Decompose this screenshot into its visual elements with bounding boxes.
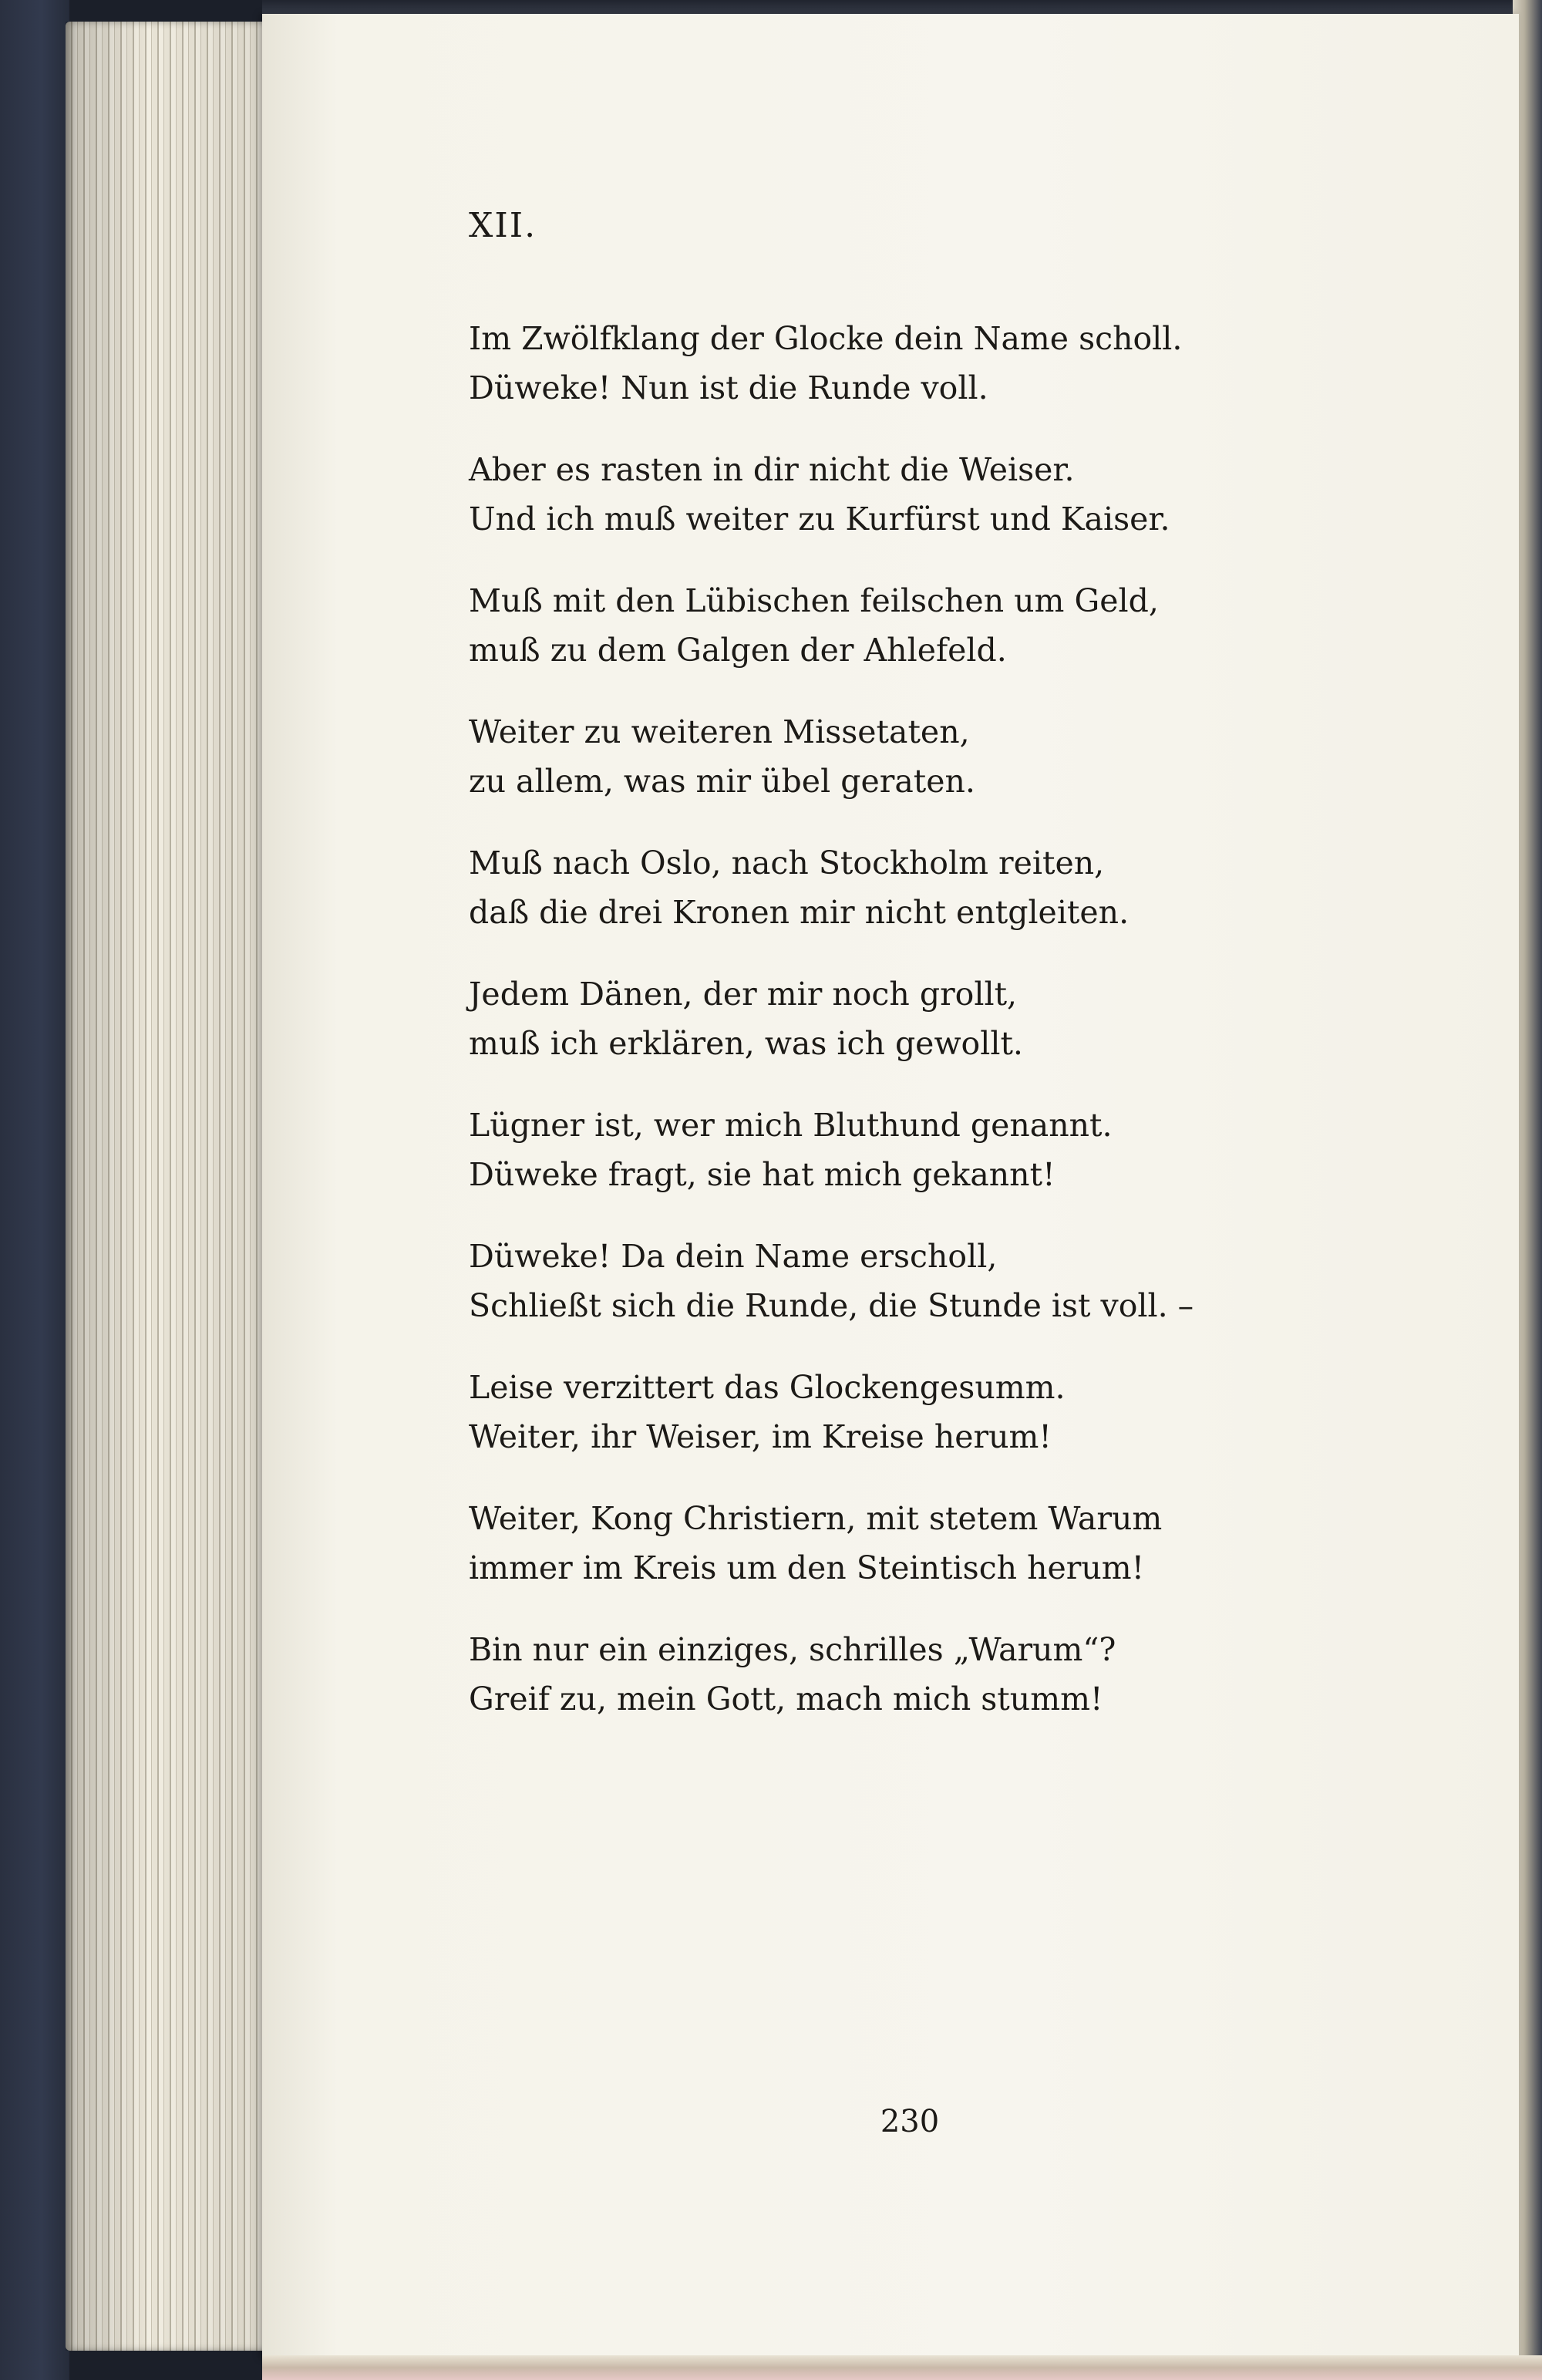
verse-line: Muß nach Oslo, nach Stockholm reiten, [469,844,1105,882]
verse-line: muß ich erklären, was ich gewollt. [469,1025,1023,1062]
verse-line: Lügner ist, wer mich Bluthund genannt. [469,1107,1113,1144]
verse-line: Düweke! Da dein Name erscholl, [469,1238,998,1275]
stanza [469,1625,1433,1724]
page-edges [66,22,274,2351]
book-cover [0,0,69,2380]
verse-line: zu allem, was mir übel geraten. [469,763,975,800]
verse-line: Im Zwölfklang der Glocke dein Name scholl. [469,320,1183,357]
stanza [469,1101,1433,1199]
verse-line: Weiter zu weiteren Missetaten, [469,713,970,750]
stanza [469,1232,1433,1330]
verse-line: Leise verzittert das Glockengesumm. [469,1369,1066,1406]
poem-heading: XII. [469,206,537,245]
stanza [469,445,1433,544]
stanza [469,1363,1433,1461]
verse-line: Greif zu, mein Gott, mach mich stumm! [469,1680,1103,1718]
poem [469,204,1433,1756]
verse-line: Muß mit den Lübischen feilschen um Geld, [469,582,1159,619]
verse-line: Düweke! Nun ist die Runde voll. [469,369,988,406]
verse-line: Schließt sich die Runde, die Stunde ist voll. – [469,1287,1194,1324]
stanza [469,576,1433,675]
stanza [469,969,1433,1068]
verse-line: Jedem Dänen, der mir noch grollt, [469,976,1018,1013]
stanza [469,707,1433,806]
page-number: 230 [880,2104,940,2139]
verse-line: Bin nur ein einziges, schrilles „Warum“? [469,1631,1116,1668]
verse-line: immer im Kreis um den Steintisch herum! [469,1549,1145,1586]
verse-line: Aber es rasten in dir nicht die Weiser. [469,451,1075,488]
verse-line: Und ich muß weiter zu Kurfürst und Kaiser. [469,501,1170,538]
stanza [469,838,1433,937]
stanza [469,1494,1433,1593]
verse-line: Weiter, ihr Weiser, im Kreise herum! [469,1418,1052,1455]
book-bottom-edge [262,2355,1542,2380]
verse-line: daß die drei Kronen mir nicht entgleiten. [469,894,1130,931]
verse-line: Weiter, Kong Christiern, mit stetem Warum [469,1500,1163,1537]
verse-line: muß zu dem Galgen der Ahlefeld. [469,632,1007,669]
stanza [469,314,1433,413]
verse-line: Düweke fragt, sie hat mich gekannt! [469,1156,1055,1193]
